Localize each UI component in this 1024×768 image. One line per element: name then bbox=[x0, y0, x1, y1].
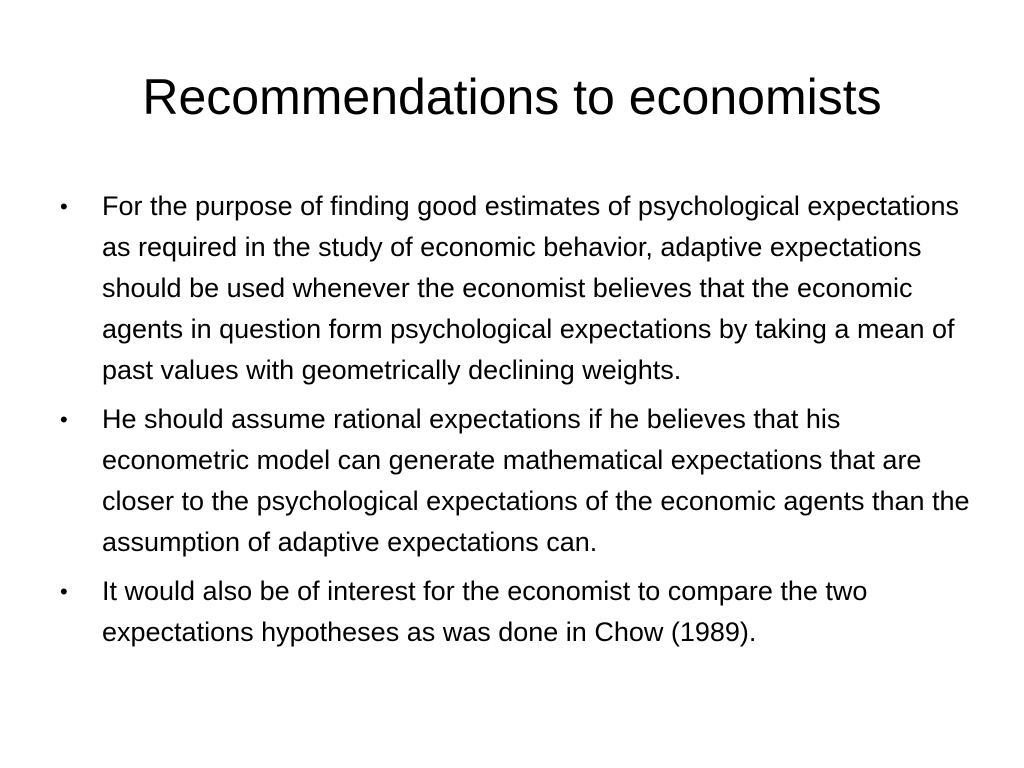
bullet-list bbox=[60, 186, 972, 661]
bullet-icon: • bbox=[60, 194, 68, 219]
bullet-icon: • bbox=[60, 407, 68, 432]
bullet-item bbox=[60, 186, 972, 391]
bullet-text: For the purpose of finding good estimates of psychological expectations as required in the study of economic behavior, adaptive expectations should be used whenever the economist believes that the economic agents in question form psychological expectations by taking a mean of past values with geometrically declining weights. bbox=[102, 191, 960, 385]
bullet-text: It would also be of interest for the economist to compare the two expectations hypotheses as was done in Chow (1989). bbox=[102, 576, 868, 647]
bullet-item bbox=[60, 399, 972, 563]
slide-title: Recommendations to economists bbox=[142, 69, 882, 125]
bullet-item bbox=[60, 571, 972, 653]
bullet-text: He should assume rational expectations if he believes that his econometric model can generate mathematical expectations that are closer to the psychological expectations of the economic agents than the assumption of adaptive expectations can. bbox=[102, 404, 970, 557]
bullet-icon: • bbox=[60, 579, 68, 604]
